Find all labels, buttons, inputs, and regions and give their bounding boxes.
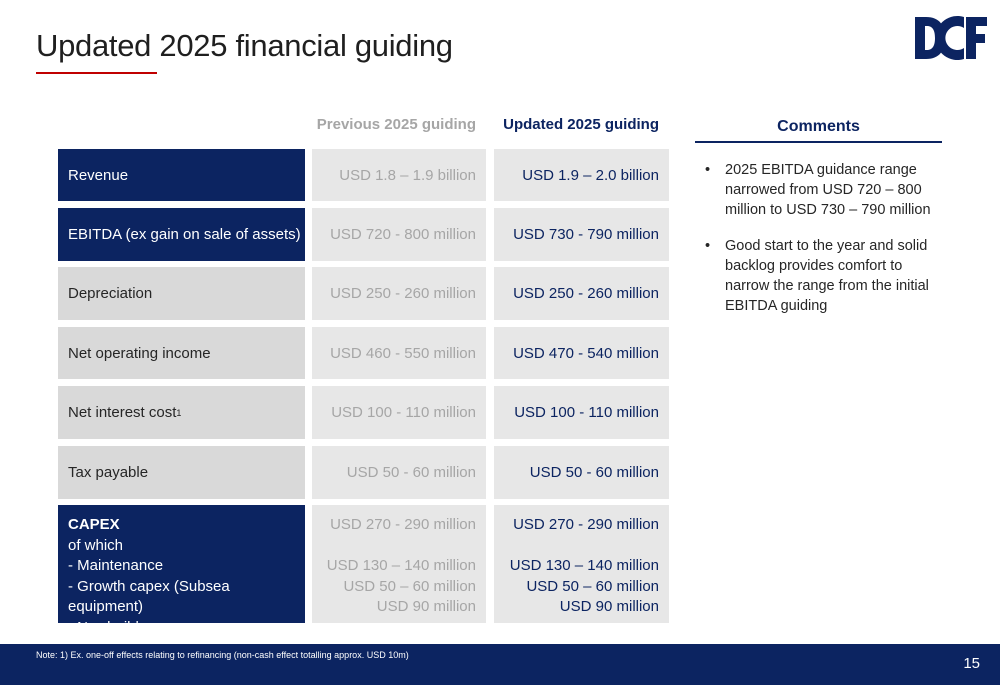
net-interest-cost-label: Net interest cost bbox=[68, 404, 177, 421]
capex-updated-total: USD 270 - 290 million bbox=[513, 516, 659, 533]
capex-updated-growth: USD 50 – 60 million bbox=[526, 577, 659, 595]
capex-updated-cell bbox=[494, 505, 669, 623]
tax-payable-updated-cell: USD 50 - 60 million bbox=[494, 446, 669, 499]
row-label-capex bbox=[58, 505, 305, 636]
bullet-icon: • bbox=[705, 238, 711, 254]
ebitda-updated-cell: USD 730 - 790 million bbox=[494, 208, 669, 261]
tax-payable-previous-cell: USD 50 - 60 million bbox=[312, 446, 486, 499]
comment-item bbox=[705, 160, 937, 220]
row-label-ebitda: EBITDA (ex gain on sale of assets) bbox=[58, 208, 305, 261]
capex-previous-newbuild: USD 90 million bbox=[376, 598, 476, 615]
capex-item-growth: - Growth capex (Subsea equipment) bbox=[68, 577, 230, 615]
net-operating-income-previous-cell: USD 460 - 550 million bbox=[312, 327, 486, 379]
capex-previous-growth: USD 50 – 60 million bbox=[343, 577, 476, 595]
bullet-icon: • bbox=[705, 162, 711, 178]
comments-divider bbox=[695, 141, 942, 143]
capex-item-maintenance: - Maintenance bbox=[68, 557, 164, 574]
page-title: Updated 2025 financial guiding bbox=[36, 28, 453, 63]
revenue-updated-cell: USD 1.9 – 2.0 billion bbox=[494, 149, 669, 201]
row-label-tax-payable: Tax payable bbox=[58, 446, 305, 499]
previous-guiding-header: Previous 2025 guiding bbox=[316, 116, 476, 133]
depreciation-previous-cell: USD 250 - 260 million bbox=[312, 267, 486, 320]
net-interest-cost-previous-cell: USD 100 - 110 million bbox=[312, 386, 486, 439]
depreciation-updated-cell: USD 250 - 260 million bbox=[494, 267, 669, 320]
page-number: 15 bbox=[963, 655, 980, 672]
row-label-revenue: Revenue bbox=[58, 149, 305, 201]
title-underline bbox=[36, 72, 157, 74]
capex-previous-maintenance: USD 130 – 140 million bbox=[326, 557, 476, 574]
capex-previous-cell bbox=[312, 505, 486, 623]
net-operating-income-updated-cell: USD 470 - 540 million bbox=[494, 327, 669, 379]
dof-logo-icon bbox=[914, 16, 988, 60]
row-label-net-interest-cost: Net interest cost 1 bbox=[58, 386, 305, 439]
capex-updated-newbuild: USD 90 million bbox=[559, 598, 659, 615]
company-logo bbox=[914, 16, 988, 65]
updated-guiding-header: Updated 2025 guiding bbox=[503, 116, 659, 133]
row-label-net-operating-income: Net operating income bbox=[58, 327, 305, 379]
comments-list bbox=[705, 160, 937, 332]
comment-text: Good start to the year and solid backlog provides comfort to narrow the range from the initial EBITDA guiding bbox=[725, 238, 929, 314]
revenue-previous-cell: USD 1.8 – 1.9 billion bbox=[312, 149, 486, 201]
comment-item bbox=[705, 236, 937, 316]
capex-updated-maintenance: USD 130 – 140 million bbox=[509, 557, 659, 574]
ebitda-previous-cell: USD 720 - 800 million bbox=[312, 208, 486, 261]
capex-sub-label: of which bbox=[68, 536, 124, 554]
comments-heading: Comments bbox=[777, 118, 860, 135]
net-interest-cost-updated-cell: USD 100 - 110 million bbox=[494, 386, 669, 439]
capex-label: CAPEX bbox=[68, 516, 120, 533]
capex-previous-total: USD 270 - 290 million bbox=[330, 516, 476, 533]
capex-item-newbuild: - Newbuild bbox=[68, 618, 139, 636]
comment-text: 2025 EBITDA guidance range narrowed from USD 720 – 800 million to USD 730 – 790 million bbox=[725, 162, 931, 218]
row-label-depreciation: Depreciation bbox=[58, 267, 305, 320]
footnote: Note: 1) Ex. one-off effects relating to refinancing (non-cash effect totalling approx. USD 10m) bbox=[36, 650, 409, 660]
